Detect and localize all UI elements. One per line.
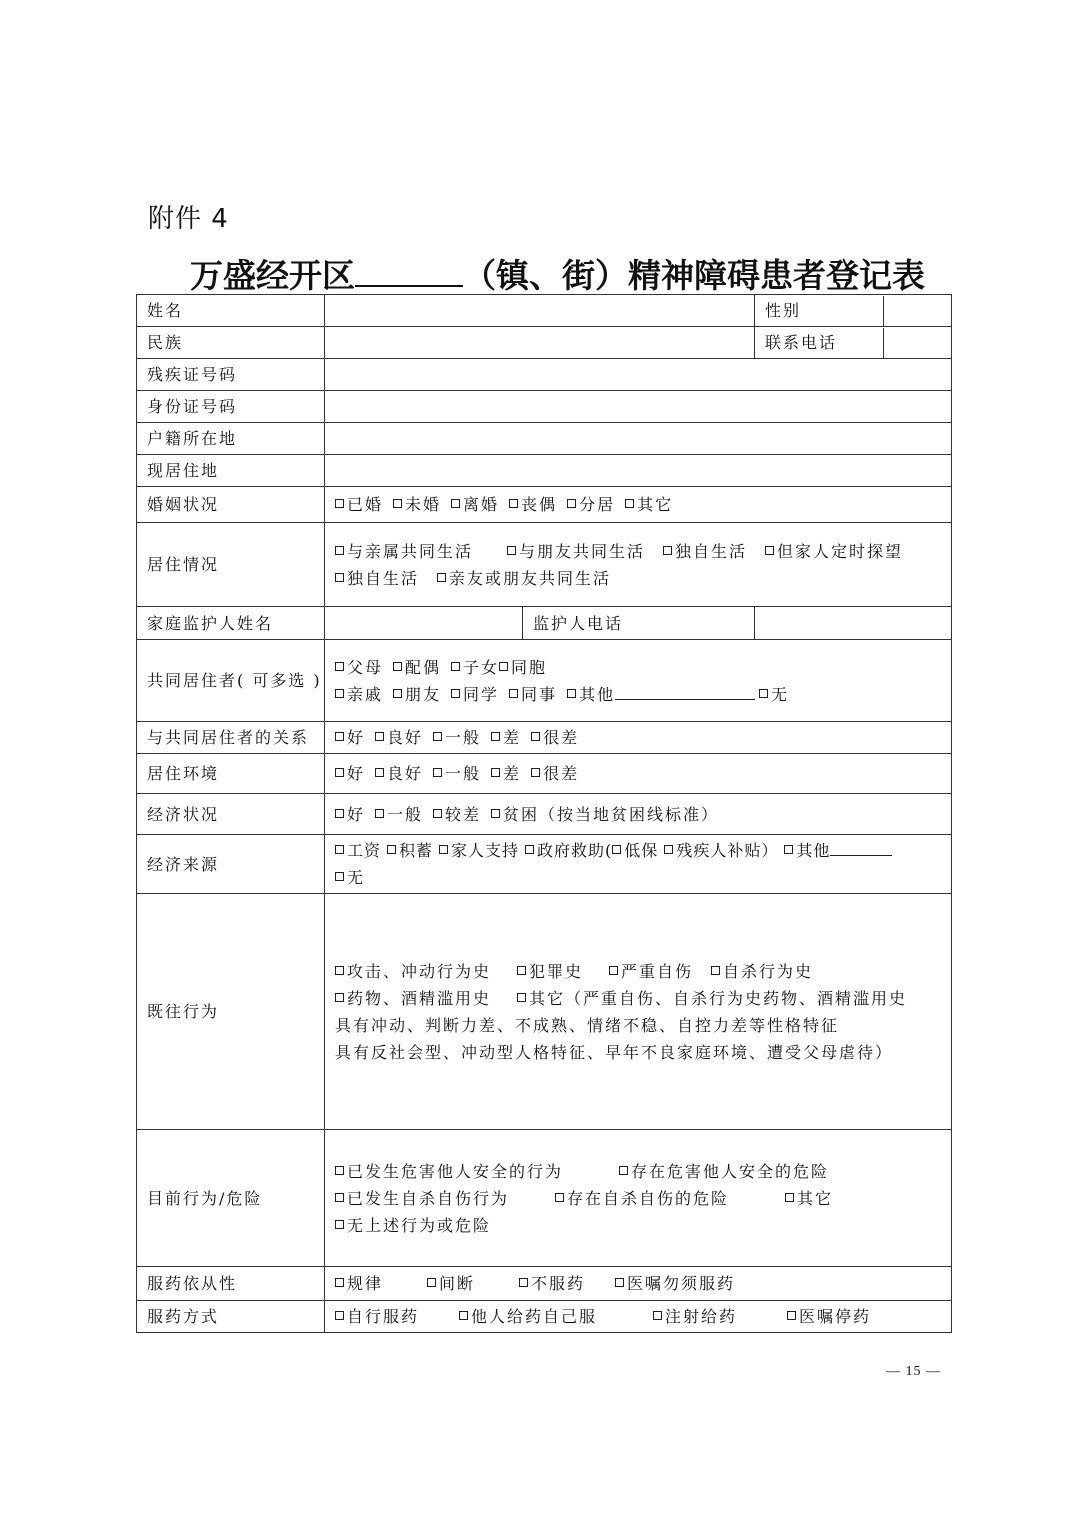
current-risk-label: 目前行为/危险: [137, 1130, 325, 1267]
compliance-option[interactable]: 规律: [335, 1270, 383, 1297]
checkbox-icon: [335, 499, 344, 508]
checkbox-icon: [451, 689, 460, 698]
living-option[interactable]: 亲友或朋友共同生活: [437, 565, 611, 592]
checkbox-icon: [387, 845, 396, 854]
checkbox-icon: [439, 845, 448, 854]
checkbox-icon: [335, 845, 344, 854]
title-prefix: 万盛经开区: [190, 256, 355, 295]
checkbox-icon: [664, 845, 673, 854]
checkbox-icon: [531, 768, 540, 777]
checkbox-icon: [787, 1311, 796, 1320]
marital-option[interactable]: 未婚: [393, 491, 441, 518]
checkbox-icon: [784, 845, 793, 854]
living-option[interactable]: 独自生活: [335, 565, 419, 592]
checkbox-icon: [335, 993, 344, 1002]
checkbox-icon: [625, 499, 634, 508]
risk-option[interactable]: 存在危害他人安全的危险: [619, 1158, 829, 1185]
history-option[interactable]: 攻击、冲动行为史: [335, 958, 491, 985]
checkbox-icon: [459, 1311, 468, 1320]
income-option[interactable]: 低保: [612, 837, 658, 864]
checkbox-icon: [433, 732, 442, 741]
income-label: 经济来源: [137, 835, 325, 894]
living-option[interactable]: 但家人定时探望: [765, 538, 903, 565]
economy-label: 经济状况: [137, 794, 325, 835]
cohabitant-option[interactable]: 子女: [451, 654, 499, 681]
cohabitant-option[interactable]: 朋友: [393, 681, 441, 708]
method-label: 服药方式: [137, 1301, 325, 1333]
checkbox-icon: [499, 662, 508, 671]
checkbox-icon: [711, 966, 720, 975]
checkbox-icon: [335, 809, 344, 818]
name-label: 姓名: [137, 295, 325, 327]
guardian-phone-label: 监护人电话: [523, 607, 755, 640]
compliance-label: 服药依从性: [137, 1267, 325, 1301]
checkbox-icon: [507, 546, 516, 555]
history-text-line: 具有冲动、判断力差、不成熟、情绪不稳、自控力差等性格特征: [335, 1015, 840, 1035]
economy-option[interactable]: 贫困（按当地贫困线标准）: [491, 801, 719, 828]
relation-option[interactable]: 很差: [531, 724, 579, 751]
history-option[interactable]: 严重自伤: [609, 958, 693, 985]
relation-option[interactable]: 差: [491, 724, 521, 751]
method-option[interactable]: 注射给药: [653, 1303, 737, 1330]
checkbox-icon: [612, 845, 621, 854]
checkbox-icon: [509, 689, 518, 698]
id-card-field[interactable]: [325, 391, 952, 423]
checkbox-icon: [567, 499, 576, 508]
economy-option[interactable]: 较差: [433, 801, 481, 828]
marital-options: [325, 487, 952, 523]
history-option[interactable]: 自杀行为史: [711, 958, 813, 985]
environment-option[interactable]: 很差: [531, 760, 579, 787]
compliance-option[interactable]: 医嘱勿须服药: [615, 1270, 735, 1297]
checkbox-icon: [335, 1220, 344, 1229]
income-option-other[interactable]: 其他: [784, 837, 892, 864]
income-option[interactable]: 政府救助(: [525, 837, 612, 864]
checkbox-icon: [437, 573, 446, 582]
checkbox-icon: [517, 966, 526, 975]
compliance-option[interactable]: 不服药: [519, 1270, 585, 1297]
guardian-field[interactable]: [325, 607, 523, 640]
cohabitant-option[interactable]: 同事: [509, 681, 557, 708]
checkbox-icon: [451, 499, 460, 508]
checkbox-icon: [335, 966, 344, 975]
relation-option[interactable]: 良好: [375, 724, 423, 751]
risk-option[interactable]: 已发生自杀自伤行为: [335, 1185, 509, 1212]
economy-option[interactable]: 好: [335, 801, 365, 828]
checkbox-icon: [531, 732, 540, 741]
checkbox-icon: [393, 662, 402, 671]
checkbox-icon: [335, 872, 344, 881]
checkbox-icon: [375, 768, 384, 777]
history-option[interactable]: 犯罪史: [517, 958, 583, 985]
phone-field[interactable]: [884, 328, 951, 358]
risk-option[interactable]: 已发生危害他人安全的行为: [335, 1158, 563, 1185]
other-fill-line[interactable]: [830, 837, 892, 856]
relation-label: 与共同居住者的关系: [137, 722, 325, 754]
checkbox-icon: [393, 689, 402, 698]
checkbox-icon: [335, 1193, 344, 1202]
risk-option[interactable]: 无上述行为或危险: [335, 1212, 491, 1239]
living-label: 居住情况: [137, 523, 325, 607]
checkbox-icon: [335, 732, 344, 741]
economy-option[interactable]: 一般: [375, 801, 423, 828]
gender-label: 性别: [755, 296, 884, 326]
income-option[interactable]: 家人支持: [439, 837, 519, 864]
marital-option[interactable]: 其它: [625, 491, 673, 518]
checkbox-icon: [375, 809, 384, 818]
relation-option[interactable]: 一般: [433, 724, 481, 751]
checkbox-icon: [765, 546, 774, 555]
relation-options: [325, 722, 952, 754]
disability-id-label: 残疾证号码: [137, 359, 325, 391]
checkbox-icon: [525, 845, 534, 854]
history-text-line: 具有反社会型、冲动型人格特征、早年不良家庭环境、遭受父母虐待）: [335, 1042, 894, 1062]
cohabitants-label: 共同居住者( 可多选 ): [137, 640, 325, 722]
history-option[interactable]: 其它（严重自伤、自杀行为史药物、酒精滥用史: [517, 985, 907, 1012]
income-option[interactable]: 无: [335, 864, 364, 891]
method-option[interactable]: 他人给药自己服: [459, 1303, 597, 1330]
guardian-phone-field[interactable]: [755, 607, 952, 640]
household-field[interactable]: [325, 423, 952, 455]
environment-option[interactable]: 一般: [433, 760, 481, 787]
checkbox-icon: [433, 768, 442, 777]
living-option[interactable]: 与亲属共同生活: [335, 538, 473, 565]
income-option[interactable]: 残疾人补贴）: [664, 837, 778, 864]
checkbox-icon: [519, 1278, 528, 1287]
cohabitant-option[interactable]: 配偶: [393, 654, 441, 681]
form-title: [190, 250, 925, 297]
cohabitant-option-other[interactable]: 其他: [567, 681, 755, 708]
marital-option[interactable]: 离婚: [451, 491, 499, 518]
registration-form-table: [136, 294, 952, 1333]
page-number: — 15 —: [886, 1364, 941, 1379]
history-options: [325, 894, 952, 1130]
phone-label: 联系电话: [755, 328, 884, 358]
history-option[interactable]: 药物、酒精滥用史: [335, 985, 491, 1012]
attachment-label: 附件 4: [148, 204, 229, 234]
cohabitant-option[interactable]: 无: [759, 681, 789, 708]
checkbox-icon: [663, 546, 672, 555]
checkbox-icon: [491, 768, 500, 777]
checkbox-icon: [433, 809, 442, 818]
checkbox-icon: [335, 1311, 344, 1320]
title-suffix: （镇、街）精神障碍患者登记表: [463, 256, 925, 295]
risk-option[interactable]: 其它: [785, 1185, 833, 1212]
id-card-label: 身份证号码: [137, 391, 325, 423]
checkbox-icon: [491, 732, 500, 741]
residence-field[interactable]: [325, 455, 952, 487]
income-option[interactable]: 积蓄: [387, 837, 433, 864]
compliance-option[interactable]: 间断: [427, 1270, 475, 1297]
living-options: [325, 523, 952, 607]
checkbox-icon: [335, 689, 344, 698]
compliance-options: [325, 1267, 952, 1301]
gender-field[interactable]: [884, 296, 951, 326]
checkbox-icon: [335, 662, 344, 671]
income-options: [325, 835, 952, 894]
title-blank-line[interactable]: [355, 259, 463, 287]
checkbox-icon: [335, 1166, 344, 1175]
environment-options: [325, 754, 952, 794]
method-option[interactable]: 自行服药: [335, 1303, 419, 1330]
environment-option[interactable]: 好: [335, 760, 365, 787]
checkbox-icon: [335, 573, 344, 582]
cohabitant-option[interactable]: 父母: [335, 654, 383, 681]
environment-option[interactable]: 良好: [375, 760, 423, 787]
cohabitant-option[interactable]: 亲戚: [335, 681, 383, 708]
checkbox-icon: [785, 1193, 794, 1202]
marital-option[interactable]: 分居: [567, 491, 615, 518]
checkbox-icon: [335, 1278, 344, 1287]
checkbox-icon: [375, 732, 384, 741]
checkbox-icon: [451, 662, 460, 671]
method-options: [325, 1301, 952, 1333]
cohabitant-option[interactable]: 同胞: [499, 654, 547, 681]
checkbox-icon: [615, 1278, 624, 1287]
checkbox-icon: [759, 689, 768, 698]
environment-option[interactable]: 差: [491, 760, 521, 787]
ethnicity-label: 民族: [137, 327, 325, 359]
relation-option[interactable]: 好: [335, 724, 365, 751]
checkbox-icon: [609, 966, 618, 975]
checkbox-icon: [335, 546, 344, 555]
checkbox-icon: [517, 993, 526, 1002]
cohabitant-option[interactable]: 同学: [451, 681, 499, 708]
environment-label: 居住环境: [137, 754, 325, 794]
economy-options: [325, 794, 952, 835]
household-label: 户籍所在地: [137, 423, 325, 455]
living-option[interactable]: 独自生活: [663, 538, 747, 565]
checkbox-icon: [509, 499, 518, 508]
guardian-label: 家庭监护人姓名: [137, 607, 325, 640]
current-risk-options: [325, 1130, 952, 1267]
checkbox-icon: [393, 499, 402, 508]
checkbox-icon: [567, 689, 576, 698]
checkbox-icon: [427, 1278, 436, 1287]
checkbox-icon: [491, 809, 500, 818]
marital-label: 婚姻状况: [137, 487, 325, 523]
income-option[interactable]: 工资: [335, 837, 381, 864]
history-label: 既往行为: [137, 894, 325, 1130]
checkbox-icon: [619, 1166, 628, 1175]
checkbox-icon: [555, 1193, 564, 1202]
living-option[interactable]: 与朋友共同生活: [507, 538, 645, 565]
marital-option[interactable]: 已婚: [335, 491, 383, 518]
checkbox-icon: [653, 1311, 662, 1320]
marital-option[interactable]: 丧偶: [509, 491, 557, 518]
checkbox-icon: [335, 768, 344, 777]
risk-option[interactable]: 存在自杀自伤的危险: [555, 1185, 729, 1212]
method-option[interactable]: 医嘱停药: [787, 1303, 871, 1330]
other-fill-line[interactable]: [615, 681, 755, 700]
disability-id-field[interactable]: [325, 359, 952, 391]
ethnicity-field[interactable]: [325, 327, 755, 359]
residence-label: 现居住地: [137, 455, 325, 487]
name-field[interactable]: [325, 295, 755, 327]
cohabitants-options: [325, 640, 952, 722]
